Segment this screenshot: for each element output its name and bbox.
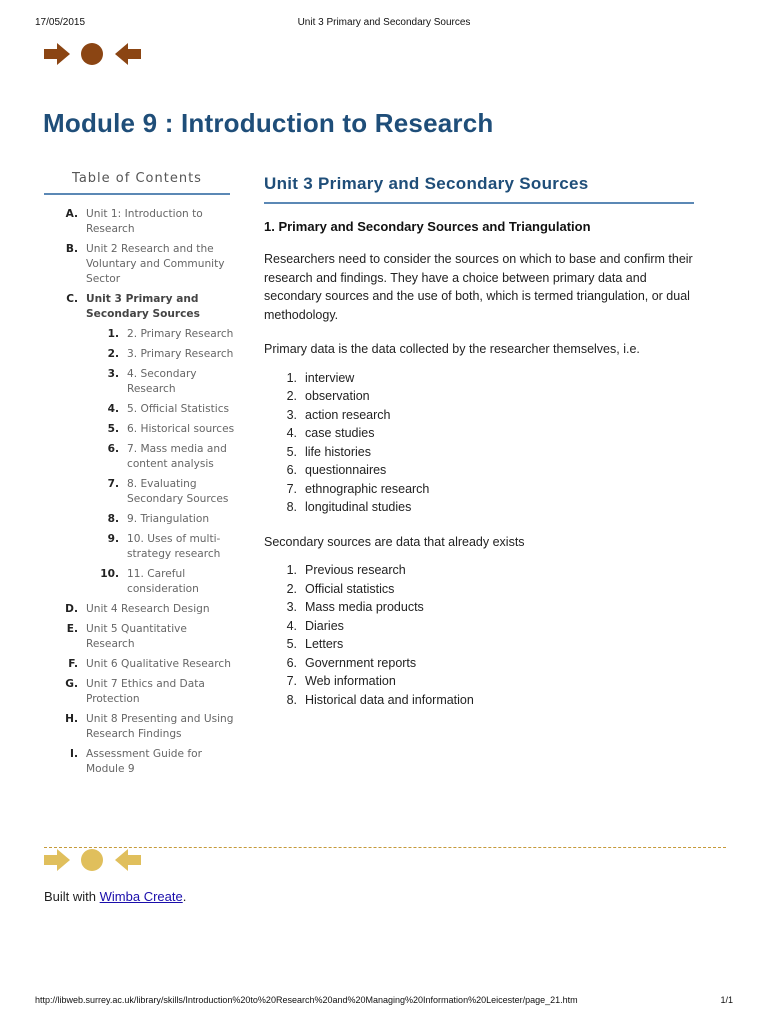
toc-item-assessment-guide bbox=[52, 747, 237, 777]
list-item bbox=[264, 480, 694, 499]
toc-submarker: 6. bbox=[107, 443, 119, 455]
arrow-left-icon bbox=[115, 849, 141, 871]
list-item bbox=[264, 635, 694, 654]
list-number: 1. bbox=[286, 563, 297, 577]
home-button[interactable] bbox=[81, 43, 103, 65]
toc-submarker: 3. bbox=[107, 368, 119, 380]
arrow-right-icon bbox=[44, 43, 70, 65]
toc-item-unit-7 bbox=[52, 677, 237, 707]
list-number: 5. bbox=[286, 444, 297, 459]
toc-sublink-mass-media[interactable]: 7. Mass media and content analysis bbox=[127, 443, 227, 470]
toc-link-unit-4[interactable]: Unit 4 Research Design bbox=[86, 603, 210, 615]
toc-item-unit-3 bbox=[52, 292, 237, 322]
list-item bbox=[264, 443, 694, 462]
toc-subitem bbox=[52, 477, 237, 507]
toc-submarker: 7. bbox=[107, 478, 119, 490]
list-text: observation bbox=[305, 389, 370, 403]
footer-suffix: . bbox=[182, 889, 187, 904]
section-title: 1. Primary and Secondary Sources and Triangulation bbox=[264, 219, 591, 234]
list-item bbox=[264, 598, 694, 617]
list-number: 8. bbox=[286, 500, 297, 514]
list-text: Official statistics bbox=[305, 581, 395, 596]
previous-page-button[interactable] bbox=[115, 43, 141, 65]
list-number: 6. bbox=[286, 655, 297, 670]
list-item bbox=[264, 617, 694, 636]
list-text: Web information bbox=[305, 674, 396, 688]
toc-marker: D. bbox=[65, 603, 78, 615]
list-number: 1. bbox=[286, 370, 297, 385]
list-item bbox=[264, 654, 694, 673]
next-page-button[interactable] bbox=[44, 43, 70, 65]
list-text: Mass media products bbox=[305, 600, 424, 614]
toc-submarker: 5. bbox=[107, 423, 119, 435]
footer-prefix: Built with bbox=[44, 889, 100, 904]
secondary-sources-list bbox=[264, 561, 694, 709]
top-navigation bbox=[44, 42, 141, 66]
toc-submarker: 8. bbox=[107, 513, 119, 525]
list-item bbox=[264, 498, 694, 517]
toc-sublink-primary-research-2[interactable]: 3. Primary Research bbox=[127, 348, 234, 360]
toc-subitem bbox=[52, 402, 237, 417]
list-text: Previous research bbox=[305, 563, 406, 577]
toc-sublink-historical-sources[interactable]: 6. Historical sources bbox=[127, 423, 235, 435]
previous-page-button-bottom[interactable] bbox=[115, 849, 141, 871]
next-page-button-bottom[interactable] bbox=[44, 849, 70, 871]
toc-item-unit-8 bbox=[52, 712, 237, 742]
arrow-left-icon bbox=[115, 43, 141, 65]
list-number: 7. bbox=[286, 481, 297, 496]
main-content bbox=[264, 174, 694, 709]
list-item bbox=[264, 691, 694, 710]
arrow-right-icon bbox=[44, 849, 70, 871]
toc-sublist bbox=[52, 327, 237, 597]
list-text: Historical data and information bbox=[305, 692, 474, 707]
unit-title: Unit 3 Primary and Secondary Sources bbox=[264, 174, 694, 204]
list-text: ethnographic research bbox=[305, 481, 430, 496]
list-text: interview bbox=[305, 370, 355, 385]
toc-submarker: 2. bbox=[107, 348, 119, 360]
list-item bbox=[264, 561, 694, 580]
list-number: 3. bbox=[286, 407, 297, 422]
list-text: Letters bbox=[305, 637, 344, 651]
list-text: case studies bbox=[305, 426, 375, 440]
print-url: http://libweb.surrey.ac.uk/library/skills/Introduction%20to%20Research%20and%20Managing%20Information%20Leicester/page_21.htm bbox=[35, 995, 578, 1005]
toc-item-unit-4 bbox=[52, 602, 237, 617]
toc-marker: I. bbox=[70, 748, 78, 760]
list-item bbox=[264, 424, 694, 443]
list-number: 4. bbox=[286, 426, 297, 440]
toc-sublink-official-statistics[interactable]: 5. Official Statistics bbox=[127, 403, 230, 415]
toc-link-unit-1[interactable]: Unit 1: Introduction to Research bbox=[86, 208, 203, 235]
secondary-sources-paragraph: Secondary sources are data that already exists bbox=[264, 534, 525, 549]
list-text: life histories bbox=[305, 444, 371, 459]
toc-sublink-multi-strategy[interactable]: 10. Uses of multi-strategy research bbox=[127, 533, 221, 560]
list-number: 4. bbox=[286, 618, 297, 633]
toc-item-unit-6 bbox=[52, 657, 237, 672]
toc-link-unit-8[interactable]: Unit 8 Presenting and Using Research Findings bbox=[86, 713, 234, 740]
list-item bbox=[264, 672, 694, 691]
list-number: 3. bbox=[286, 600, 297, 614]
toc-subitem bbox=[52, 532, 237, 562]
toc-subitem bbox=[52, 442, 237, 472]
toc-sublink-evaluating-sources[interactable]: 8. Evaluating Secondary Sources bbox=[127, 478, 229, 505]
list-item bbox=[264, 369, 694, 388]
toc-subitem bbox=[52, 367, 237, 397]
toc-subitem bbox=[52, 422, 237, 437]
toc-link-unit-5[interactable]: Unit 5 Quantitative Research bbox=[86, 623, 187, 650]
primary-data-paragraph: Primary data is the data collected by the researcher themselves, i.e. bbox=[264, 342, 640, 356]
list-item bbox=[264, 461, 694, 480]
toc-submarker: 10. bbox=[100, 568, 119, 580]
list-number: 8. bbox=[286, 692, 297, 707]
toc-marker: H. bbox=[65, 713, 78, 725]
toc-marker: C. bbox=[66, 293, 78, 305]
list-item bbox=[264, 387, 694, 406]
primary-data-list bbox=[264, 369, 694, 517]
toc-subitem bbox=[52, 347, 237, 362]
print-date: 17/05/2015 bbox=[35, 17, 86, 28]
toc-submarker: 1. bbox=[107, 328, 119, 340]
toc-link-unit-2[interactable]: Unit 2 Research and the Voluntary and Community Sector bbox=[86, 243, 225, 285]
toc-heading: Table of Contents bbox=[72, 171, 202, 186]
toc-subitem bbox=[52, 512, 237, 527]
list-number: 7. bbox=[286, 674, 297, 688]
toc-item-unit-5 bbox=[52, 622, 237, 652]
page-title: Module 9 : Introduction to Research bbox=[43, 108, 494, 138]
toc-sublink-primary-research[interactable]: 2. Primary Research bbox=[127, 328, 234, 340]
list-number: 2. bbox=[286, 389, 297, 403]
toc-marker: B. bbox=[65, 243, 78, 255]
toc-marker: A. bbox=[65, 208, 78, 220]
toc-item-unit-1 bbox=[52, 207, 237, 237]
dashed-divider bbox=[44, 847, 726, 848]
home-button-bottom[interactable] bbox=[81, 849, 103, 871]
print-page-number: 1/1 bbox=[720, 995, 733, 1005]
list-text: Diaries bbox=[305, 618, 344, 633]
toc-marker: F. bbox=[68, 658, 78, 670]
intro-paragraph: Researchers need to consider the sources on which to base and confirm their research and findings. They have a choice between primary data and secondary sources and the use of both, which is termed triangulation, or dual methodology. bbox=[264, 252, 693, 322]
built-with-footer bbox=[44, 889, 186, 904]
toc-link-unit-3[interactable]: Unit 3 Primary and Secondary Sources bbox=[86, 293, 200, 320]
toc-marker: E. bbox=[66, 623, 78, 635]
toc-item-unit-2 bbox=[52, 242, 237, 287]
toc-submarker: 9. bbox=[107, 533, 119, 545]
print-header-title: Unit 3 Primary and Secondary Sources bbox=[297, 17, 471, 28]
circle-home-icon bbox=[81, 849, 103, 871]
toc-subitem bbox=[52, 327, 237, 342]
toc-link-unit-6[interactable]: Unit 6 Qualitative Research bbox=[86, 658, 231, 670]
toc-marker: G. bbox=[65, 678, 78, 690]
toc-submarker: 4. bbox=[107, 403, 119, 415]
list-text: Government reports bbox=[305, 655, 417, 670]
list-text: longitudinal studies bbox=[305, 500, 412, 514]
list-item bbox=[264, 406, 694, 425]
circle-home-icon bbox=[81, 43, 103, 65]
table-of-contents bbox=[52, 207, 237, 782]
list-number: 6. bbox=[286, 463, 297, 477]
toc-divider bbox=[44, 193, 230, 195]
wimba-create-link[interactable]: Wimba Create bbox=[99, 889, 183, 904]
list-text: questionnaires bbox=[305, 463, 387, 477]
toc-subitem bbox=[52, 567, 237, 597]
list-item bbox=[264, 580, 694, 599]
toc-link-assessment-guide[interactable]: Assessment Guide for Module 9 bbox=[86, 748, 202, 775]
list-text: action research bbox=[305, 407, 391, 422]
list-number: 5. bbox=[286, 637, 297, 651]
list-number: 2. bbox=[286, 581, 297, 596]
toc-link-unit-7[interactable]: Unit 7 Ethics and Data Protection bbox=[86, 678, 205, 705]
bottom-navigation bbox=[44, 848, 141, 872]
toc-sublink-triangulation[interactable]: 9. Triangulation bbox=[127, 513, 210, 525]
toc-sublink-secondary-research[interactable]: 4. Secondary Research bbox=[127, 368, 197, 395]
toc-sublink-careful-consideration[interactable]: 11. Careful consideration bbox=[127, 568, 199, 595]
